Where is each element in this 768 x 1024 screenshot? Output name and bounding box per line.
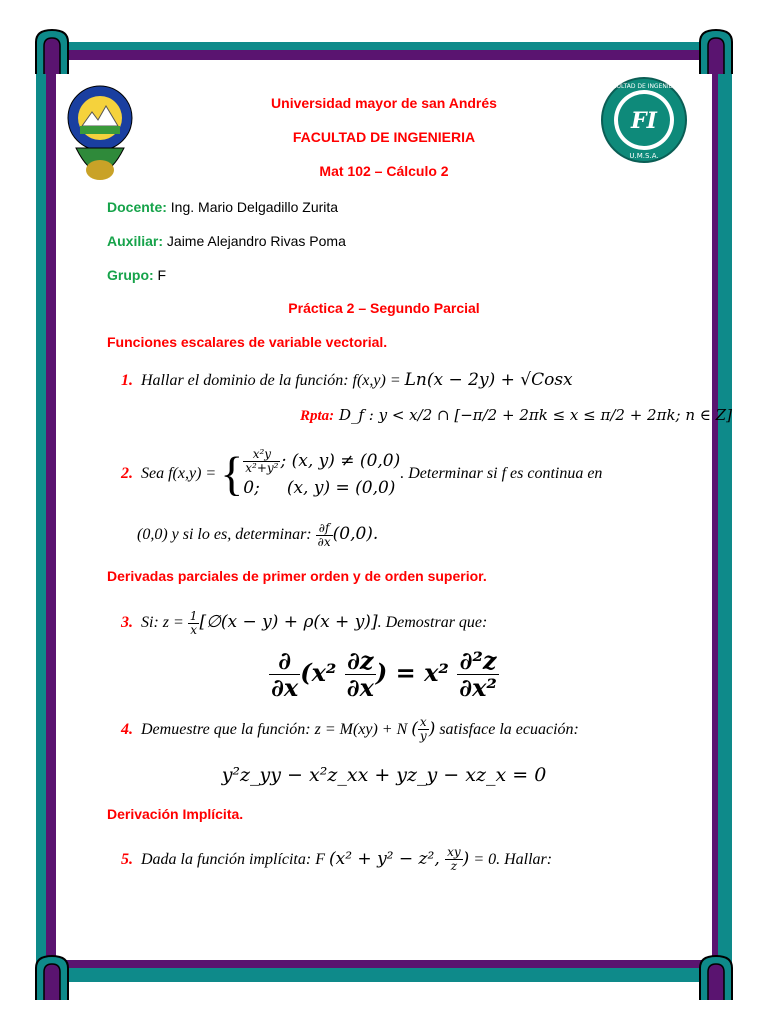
fi-seal-bottom: U.M.S.A. bbox=[629, 152, 659, 160]
problem-text-2: satisface la ecuación: bbox=[435, 721, 579, 738]
problem-text-2: = 0. Hallar: bbox=[469, 851, 553, 868]
section-heading-3: Derivación Implícita. bbox=[107, 806, 244, 822]
docente-value: Ing. Mario Delgadillo Zurita bbox=[166, 199, 339, 215]
one-over-x: $\frac{1}{x}$ bbox=[189, 609, 198, 637]
problem-3-equation: $\frac{\partial}{\partial x}$ (x² $\frac{\partial z}{\partial x}$ ) = x² $\frac{\text{∂²z}}{\text{∂x²}}$ bbox=[271, 646, 497, 702]
problem-number: 4. bbox=[121, 721, 133, 738]
problem-text: Dada la función implícita: F bbox=[141, 851, 329, 868]
piecewise-cases: $\frac{\text{x²y}}{\text{x²+y²}}$ ; (x, y) ≠ (0,0) 0; (x, y) = (0,0) bbox=[243, 447, 401, 498]
problem-2 bbox=[121, 448, 602, 501]
border-top-inner bbox=[52, 50, 716, 60]
partial-frac: $\frac{\partial f}{\partial x}$ bbox=[317, 521, 331, 549]
fi-seal-ring-text: FACULTAD DE INGENIERIA bbox=[605, 83, 683, 90]
problem-text-3: (0,0) y si lo es, determinar: bbox=[137, 526, 316, 544]
rpta-label: Rpta: bbox=[300, 408, 335, 424]
problem-text-2: . Determinar si f es continua en bbox=[400, 465, 603, 483]
problem-3 bbox=[121, 610, 487, 637]
docente-line bbox=[107, 199, 338, 215]
problem-text-2: . Demostrar que: bbox=[377, 614, 488, 632]
auxiliar-value: Jaime Alejandro Rivas Poma bbox=[163, 233, 346, 249]
problem-text: Demuestre que la función: z = M(xy) + N bbox=[141, 721, 412, 738]
problem-number: 5. bbox=[121, 851, 133, 868]
grupo-line bbox=[107, 267, 166, 283]
docente-label: Docente: bbox=[107, 199, 167, 215]
problem-1-answer bbox=[300, 406, 732, 425]
grupo-label: Grupo: bbox=[107, 267, 154, 283]
x-over-y: ( $\frac{x}{y}$ ) bbox=[411, 715, 436, 743]
problem-4-equation: y²z_yy − x²z_xx + yz_y − xz_x = 0 bbox=[221, 764, 547, 786]
problem-number: 2. bbox=[121, 465, 133, 483]
auxiliar-line bbox=[107, 233, 346, 249]
problem-text: Hallar el dominio de la función: f(x,y) = bbox=[141, 372, 405, 389]
implicit-args: (x² + y² − z², $\frac{xy}{z}$ ) bbox=[328, 845, 470, 873]
auxiliar-label: Auxiliar: bbox=[107, 233, 164, 249]
problem-4 bbox=[121, 716, 579, 743]
problem-1 bbox=[121, 370, 573, 390]
problem-number: 3. bbox=[121, 614, 133, 632]
piecewise-brace-icon: { bbox=[220, 447, 244, 501]
corner-ornament-icon bbox=[696, 952, 736, 1000]
case-2: (x, y) = (0,0) bbox=[286, 478, 396, 498]
university-title: Universidad mayor de san Andrés bbox=[271, 95, 497, 111]
case-2-value: 0; bbox=[243, 478, 260, 498]
faculty-title: FACULTAD DE INGENIERIA bbox=[292, 129, 476, 145]
rpta-value: D_f : y < x/2 ∩ [−π/2 + 2πk ≤ x ≤ π/2 + 2πk; n ∈ Z] bbox=[334, 406, 732, 424]
problem-2-cont bbox=[137, 522, 378, 549]
section-heading-2: Derivadas parciales de primer orden y de orden superior. bbox=[107, 568, 487, 584]
fi-seal-logo bbox=[600, 76, 688, 164]
corner-ornament-icon bbox=[696, 26, 736, 74]
problem-text: Si: z = bbox=[141, 614, 188, 632]
border-left-inner bbox=[46, 58, 56, 968]
practice-title: Práctica 2 – Segundo Parcial bbox=[288, 300, 480, 316]
fi-seal-center: FI bbox=[631, 108, 657, 134]
section-heading-1: Funciones escalares de variable vectorial. bbox=[107, 334, 388, 350]
problem-text-4: (0,0). bbox=[332, 524, 379, 545]
problem-number: 1. bbox=[121, 372, 133, 389]
grupo-value: F bbox=[153, 267, 167, 283]
border-right-outer bbox=[718, 58, 732, 968]
problem-math: [∅(x − y) + ρ(x + y)] bbox=[199, 612, 378, 633]
problem-text: Sea f(x,y) = bbox=[141, 465, 221, 483]
corner-ornament-icon bbox=[32, 26, 72, 74]
corner-ornament-icon bbox=[32, 952, 72, 1000]
problem-math: Ln(x − 2y) + √Cosx bbox=[404, 370, 573, 390]
problem-5 bbox=[121, 846, 552, 873]
course-title: Mat 102 – Cálculo 2 bbox=[319, 163, 449, 179]
border-bottom-outer bbox=[52, 968, 716, 982]
case-1: ; (x, y) ≠ (0,0) bbox=[280, 451, 401, 471]
